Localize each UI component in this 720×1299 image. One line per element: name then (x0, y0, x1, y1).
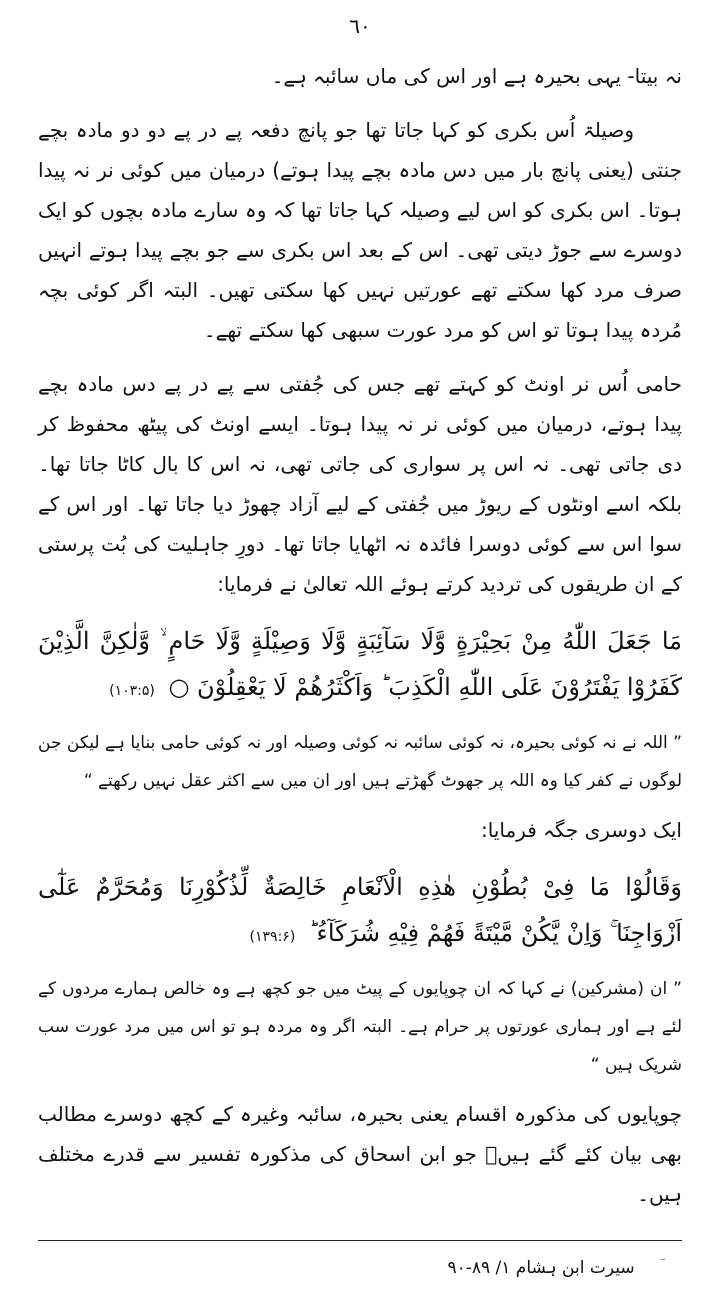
quran-verse-1-text: مَا جَعَلَ اللّٰهُ مِنْ بَحِيْرَةٍ وَّلَا سَآئِبَةٍ وَّلَا وَصِيْلَةٍ وَّلَا حَامٍ ۙ وَّلٰكِنَّ الَّذِيْنَ كَفَرُوْا يَفْتَرُوْنَ عَلَى اللّٰهِ الْكَذِبَ ؕ وَاَكْثَرُهُمْ لَا يَعْقِلُوْنَ ○ (38, 627, 682, 701)
quran-verse-2-ref: (۱۳۹:۶) (249, 929, 296, 945)
translation-1: ” اللہ نے نہ کوئی بحیرہ، نہ کوئی سائبہ نہ کوئی وصیلہ اور نہ کوئی حامی بنایا ہے لیکن جن لوگوں نے کفر کیا وہ اللہ پر جھوٹ گھڑتے ہیں اور ان میں سے اکثر عقل نہیں رکھتے “ (38, 733, 682, 791)
quran-verse-1-ref: (۱۰۳:۵) (109, 683, 155, 699)
quran-verse-2 (38, 864, 682, 960)
page-number: ٦٠ (349, 14, 371, 38)
paragraph-wasila: وصیلۃ اُس بکری کو کہا جاتا تھا جو پانچ دفعہ پے در پے دو دو مادہ بچے جنتی (یعنی پانچ بار میں دس مادہ بچے پیدا ہوتے) درمیان میں کوئی نر نہ پیدا ہوتا۔ اس بکری کو اس لیے وصیلہ کہا جاتا تھا کہ وہ سارے مادہ بچوں کو ایک دوسرے سے جوڑ دیتی تھی۔ اس کے بعد اس بکری سے جو بچے پیدا ہوتے انہیں صرف مرد کھا سکتے تھے عورتیں نہیں کھا سکتی تھیں۔ البتہ اگر کوئی بچہ مُردہ پیدا ہوتا تو اس کو مرد عورت سبھی کھا سکتے تھے۔ (38, 118, 682, 342)
footnote-text: سیرت ابن ہشام ۱/ ۸۹-۹۰ (447, 1258, 635, 1278)
paragraph-hami: حامی اُس نر اونٹ کو کہتے تھے جس کی جُفتی سے پے در پے دس مادہ بچے پیدا ہوتے، درمیان میں کوئی نر نہ پیدا ہوتا۔ ایسے اونٹ کی پیٹھ محفوظ کر دی جاتی تھی۔ نہ اس پر سواری کی جاتی تھی، نہ اس کا بال کاٹا جاتا تھا۔ بلکہ اسے اونٹوں کے ریوڑ میں جُفتی کے لیے آزاد چھوڑ دیا جاتا تھا۔ اور اس کے سوا اس سے کوئی دوسرا فائدہ نہ اٹھایا جاتا تھا۔ دورِ جاہلیت کی بُت پرستی کے ان طریقوں کی تردید کرتے ہوئے اللہ تعالیٰ نے فرمایا: (38, 372, 682, 596)
paragraph-bahira: نہ بیتا- یہی بحیرہ ہے اور اس کی ماں سائبہ ہے۔ (271, 64, 682, 88)
footnote (60, 1254, 660, 1282)
closing-paragraph: چوپایوں کی مذکورہ اقسام یعنی بحیرہ، سائبہ وغیرہ کے کچھ دوسرے مطالب بھی بیان کئے گئے ہیںؔ جو ابن اسحاق کی مذکورہ تفسیر سے قدرے مختلف ہیں۔ (38, 1102, 682, 1206)
quran-verse-1 (38, 618, 682, 714)
page-body (38, 56, 682, 1228)
translation-2: ” ان (مشرکین) نے کہا کہ ان چوپایوں کے پیٹ میں جو کچھ ہے وہ خالص ہمارے مردوں کے لئے ہے اور ہماری عورتوں پر حرام ہے۔ البتہ اگر وہ مردہ ہو تو اس میں مرد عورت سب شریک ہیں “ (38, 979, 682, 1075)
intro-second-verse: ایک دوسری جگہ فرمایا: (480, 818, 682, 842)
quran-verse-2-text: وَقَالُوْا مَا فِىْ بُطُوْنِ هٰذِهِ الْاَنْعَامِ خَالِصَةٌ لِّذُكُوْرِنَا وَمُحَرَّمٌ عَلٰٓى اَزْوَاجِنَا ۚ وَاِنْ يَّكُنْ مَّيْتَةً فَهُمْ فِيْهِ شُرَكَآءُ ؕ (38, 873, 682, 947)
footnote-divider (38, 1240, 682, 1241)
